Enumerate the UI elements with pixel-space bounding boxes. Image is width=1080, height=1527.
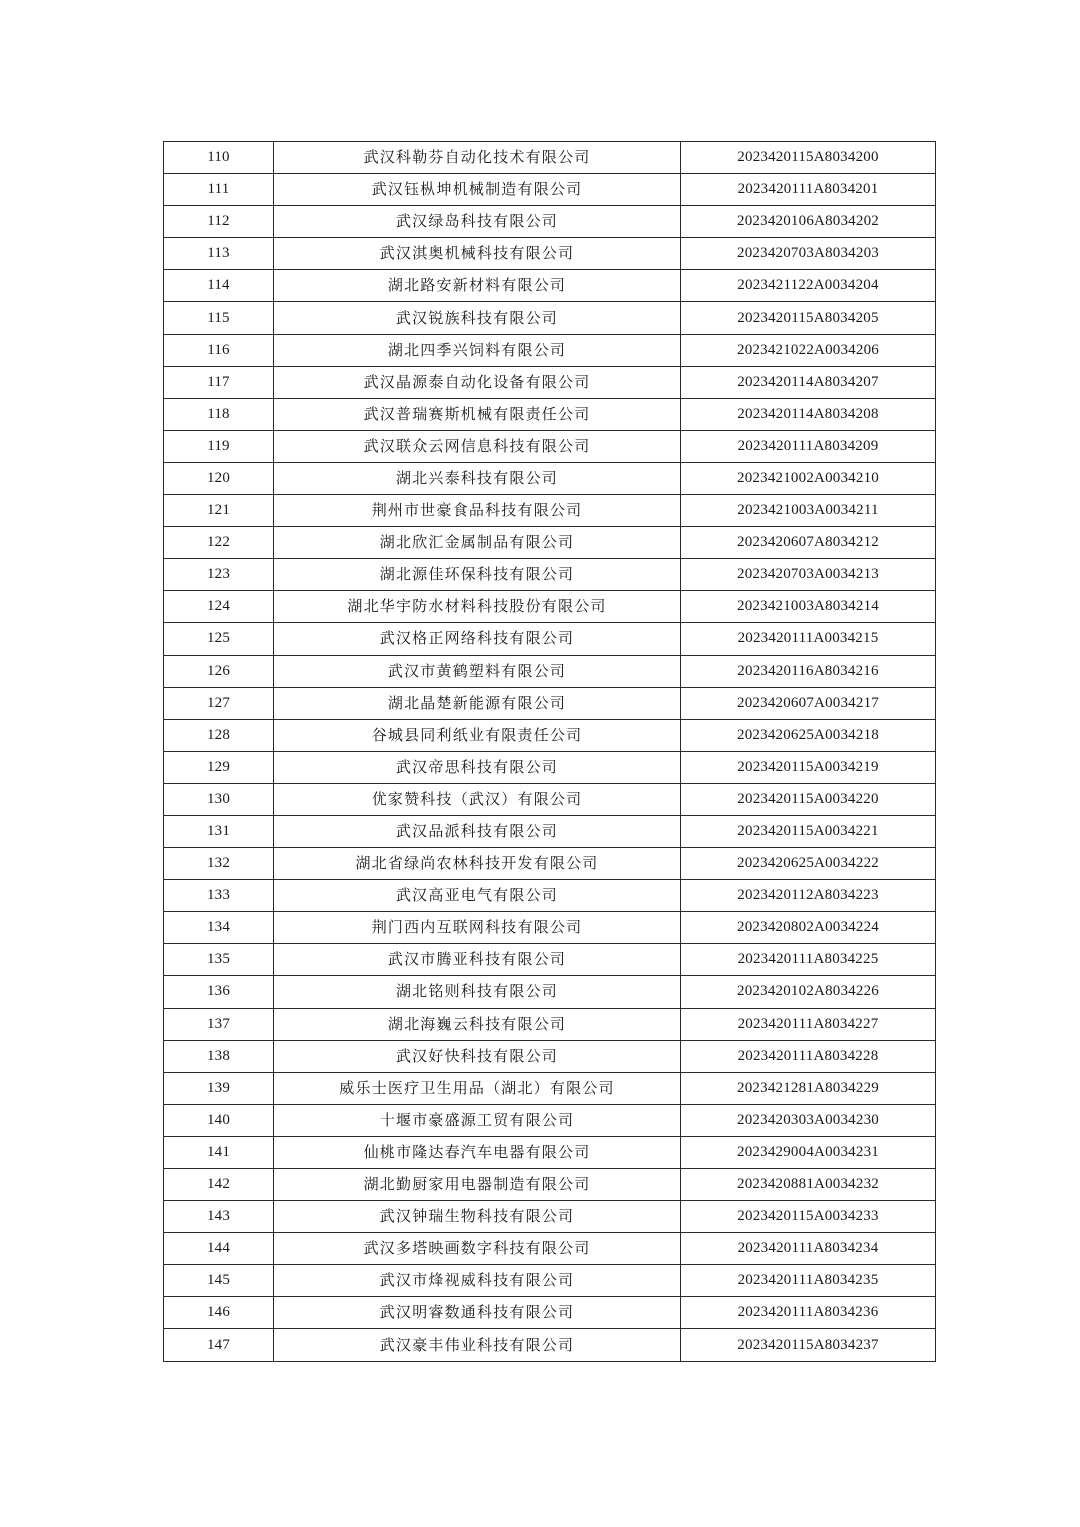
table-row [164, 1329, 936, 1361]
table-row [164, 398, 936, 430]
table-row [164, 912, 936, 944]
table-row [164, 495, 936, 527]
row-number-cell: 110 [164, 142, 274, 174]
registration-code-cell: 2023420115A0034219 [681, 751, 936, 783]
company-name-cell: 湖北勤厨家用电器制造有限公司 [274, 1169, 681, 1201]
registration-code-cell: 2023420703A8034203 [681, 238, 936, 270]
company-name-cell: 武汉多塔映画数字科技有限公司 [274, 1233, 681, 1265]
company-name-cell: 荆门西内互联网科技有限公司 [274, 912, 681, 944]
table-row [164, 944, 936, 976]
company-name-cell: 武汉市腾亚科技有限公司 [274, 944, 681, 976]
company-name-cell: 武汉钟瑞生物科技有限公司 [274, 1201, 681, 1233]
company-name-cell: 武汉品派科技有限公司 [274, 815, 681, 847]
company-name-cell: 仙桃市隆达春汽车电器有限公司 [274, 1136, 681, 1168]
registration-code-cell: 2023421002A0034210 [681, 462, 936, 494]
row-number-cell: 129 [164, 751, 274, 783]
table-row [164, 270, 936, 302]
registration-code-cell: 2023420111A8034201 [681, 174, 936, 206]
company-name-cell: 湖北海巍云科技有限公司 [274, 1008, 681, 1040]
registration-code-cell: 2023420115A0034233 [681, 1201, 936, 1233]
company-name-cell: 武汉联众云网信息科技有限公司 [274, 430, 681, 462]
row-number-cell: 145 [164, 1265, 274, 1297]
row-number-cell: 120 [164, 462, 274, 494]
company-name-cell: 十堰市豪盛源工贸有限公司 [274, 1104, 681, 1136]
row-number-cell: 116 [164, 334, 274, 366]
registration-code-cell: 2023421281A8034229 [681, 1072, 936, 1104]
registration-code-cell: 2023420111A8034227 [681, 1008, 936, 1040]
table-row [164, 430, 936, 462]
row-number-cell: 139 [164, 1072, 274, 1104]
row-number-cell: 136 [164, 976, 274, 1008]
registration-code-cell: 2023420115A8034205 [681, 302, 936, 334]
company-name-cell: 湖北晶楚新能源有限公司 [274, 687, 681, 719]
row-number-cell: 134 [164, 912, 274, 944]
table-row [164, 1233, 936, 1265]
row-number-cell: 130 [164, 783, 274, 815]
company-name-cell: 武汉锐族科技有限公司 [274, 302, 681, 334]
row-number-cell: 115 [164, 302, 274, 334]
row-number-cell: 114 [164, 270, 274, 302]
registration-code-cell: 2023420625A0034222 [681, 848, 936, 880]
registration-code-cell: 2023420114A8034207 [681, 366, 936, 398]
registration-code-cell: 2023420111A8034236 [681, 1297, 936, 1329]
company-name-cell: 湖北铭则科技有限公司 [274, 976, 681, 1008]
table-row [164, 206, 936, 238]
table-row [164, 783, 936, 815]
company-name-cell: 谷城县同利纸业有限责任公司 [274, 719, 681, 751]
registration-code-cell: 2023420106A8034202 [681, 206, 936, 238]
table-row [164, 623, 936, 655]
registration-code-cell: 2023420115A0034221 [681, 815, 936, 847]
table-row [164, 815, 936, 847]
table-row [164, 1072, 936, 1104]
company-name-cell: 武汉淇奥机械科技有限公司 [274, 238, 681, 270]
table-row [164, 591, 936, 623]
row-number-cell: 133 [164, 880, 274, 912]
table-row [164, 880, 936, 912]
table-row [164, 238, 936, 270]
table-body [164, 142, 936, 1362]
registration-code-cell: 2023420111A8034235 [681, 1265, 936, 1297]
company-name-cell: 湖北源佳环保科技有限公司 [274, 559, 681, 591]
company-name-cell: 湖北路安新材料有限公司 [274, 270, 681, 302]
registration-code-cell: 2023420116A8034216 [681, 655, 936, 687]
table-row [164, 1136, 936, 1168]
table-row [164, 1040, 936, 1072]
company-name-cell: 湖北兴泰科技有限公司 [274, 462, 681, 494]
registration-code-cell: 2023420607A0034217 [681, 687, 936, 719]
company-name-cell: 湖北欣汇金属制品有限公司 [274, 527, 681, 559]
table-row [164, 1008, 936, 1040]
table-row [164, 334, 936, 366]
row-number-cell: 128 [164, 719, 274, 751]
row-number-cell: 127 [164, 687, 274, 719]
row-number-cell: 111 [164, 174, 274, 206]
table-row [164, 366, 936, 398]
registration-code-cell: 2023420607A8034212 [681, 527, 936, 559]
row-number-cell: 138 [164, 1040, 274, 1072]
registration-code-cell: 2023421122A0034204 [681, 270, 936, 302]
row-number-cell: 141 [164, 1136, 274, 1168]
company-name-cell: 湖北四季兴饲料有限公司 [274, 334, 681, 366]
table-row [164, 848, 936, 880]
company-name-cell: 武汉高亚电气有限公司 [274, 880, 681, 912]
row-number-cell: 142 [164, 1169, 274, 1201]
table-row [164, 527, 936, 559]
table-row [164, 462, 936, 494]
table-row [164, 1297, 936, 1329]
company-name-cell: 武汉好快科技有限公司 [274, 1040, 681, 1072]
registration-code-cell: 2023420111A8034234 [681, 1233, 936, 1265]
company-name-cell: 武汉钰枞坤机械制造有限公司 [274, 174, 681, 206]
row-number-cell: 112 [164, 206, 274, 238]
company-name-cell: 武汉豪丰伟业科技有限公司 [274, 1329, 681, 1361]
company-name-cell: 武汉科勒芬自动化技术有限公司 [274, 142, 681, 174]
registration-code-cell: 2023421022A0034206 [681, 334, 936, 366]
company-name-cell: 武汉市黄鹤塑料有限公司 [274, 655, 681, 687]
registration-code-cell: 2023420115A0034220 [681, 783, 936, 815]
row-number-cell: 119 [164, 430, 274, 462]
company-name-cell: 湖北省绿尚农林科技开发有限公司 [274, 848, 681, 880]
company-name-cell: 威乐士医疗卫生用品（湖北）有限公司 [274, 1072, 681, 1104]
table-row [164, 559, 936, 591]
table-row [164, 687, 936, 719]
registration-code-cell: 2023420111A8034228 [681, 1040, 936, 1072]
table-row [164, 751, 936, 783]
registration-code-cell: 2023421003A0034211 [681, 495, 936, 527]
company-registry-table [163, 141, 936, 1362]
registration-code-cell: 2023420114A8034208 [681, 398, 936, 430]
registration-code-cell: 2023420115A8034200 [681, 142, 936, 174]
registration-code-cell: 2023420111A0034215 [681, 623, 936, 655]
table-row [164, 719, 936, 751]
company-name-cell: 武汉绿岛科技有限公司 [274, 206, 681, 238]
registration-code-cell: 2023420802A0034224 [681, 912, 936, 944]
row-number-cell: 147 [164, 1329, 274, 1361]
row-number-cell: 121 [164, 495, 274, 527]
row-number-cell: 143 [164, 1201, 274, 1233]
company-name-cell: 荆州市世豪食品科技有限公司 [274, 495, 681, 527]
company-name-cell: 优家赞科技（武汉）有限公司 [274, 783, 681, 815]
table-row [164, 1265, 936, 1297]
registration-code-cell: 2023420111A8034225 [681, 944, 936, 976]
row-number-cell: 113 [164, 238, 274, 270]
table-row [164, 655, 936, 687]
row-number-cell: 124 [164, 591, 274, 623]
table-row [164, 1201, 936, 1233]
table-row [164, 976, 936, 1008]
table-row [164, 1104, 936, 1136]
registration-code-cell: 2023420881A0034232 [681, 1169, 936, 1201]
document-page [163, 141, 935, 1362]
row-number-cell: 146 [164, 1297, 274, 1329]
table-row [164, 142, 936, 174]
row-number-cell: 117 [164, 366, 274, 398]
registration-code-cell: 2023420102A8034226 [681, 976, 936, 1008]
row-number-cell: 126 [164, 655, 274, 687]
registration-code-cell: 2023429004A0034231 [681, 1136, 936, 1168]
row-number-cell: 137 [164, 1008, 274, 1040]
company-name-cell: 武汉明睿数通科技有限公司 [274, 1297, 681, 1329]
registration-code-cell: 2023420111A8034209 [681, 430, 936, 462]
registration-code-cell: 2023420303A0034230 [681, 1104, 936, 1136]
registration-code-cell: 2023420625A0034218 [681, 719, 936, 751]
company-name-cell: 湖北华宇防水材料科技股份有限公司 [274, 591, 681, 623]
row-number-cell: 125 [164, 623, 274, 655]
registration-code-cell: 2023420703A0034213 [681, 559, 936, 591]
company-name-cell: 武汉市烽视威科技有限公司 [274, 1265, 681, 1297]
registration-code-cell: 2023420115A8034237 [681, 1329, 936, 1361]
row-number-cell: 122 [164, 527, 274, 559]
row-number-cell: 131 [164, 815, 274, 847]
row-number-cell: 140 [164, 1104, 274, 1136]
company-name-cell: 武汉帝思科技有限公司 [274, 751, 681, 783]
table-row [164, 174, 936, 206]
table-row [164, 1169, 936, 1201]
row-number-cell: 123 [164, 559, 274, 591]
row-number-cell: 135 [164, 944, 274, 976]
row-number-cell: 132 [164, 848, 274, 880]
registration-code-cell: 2023421003A8034214 [681, 591, 936, 623]
company-name-cell: 武汉晶源泰自动化设备有限公司 [274, 366, 681, 398]
table-row [164, 302, 936, 334]
company-name-cell: 武汉格正网络科技有限公司 [274, 623, 681, 655]
company-name-cell: 武汉普瑞赛斯机械有限责任公司 [274, 398, 681, 430]
registration-code-cell: 2023420112A8034223 [681, 880, 936, 912]
row-number-cell: 144 [164, 1233, 274, 1265]
row-number-cell: 118 [164, 398, 274, 430]
